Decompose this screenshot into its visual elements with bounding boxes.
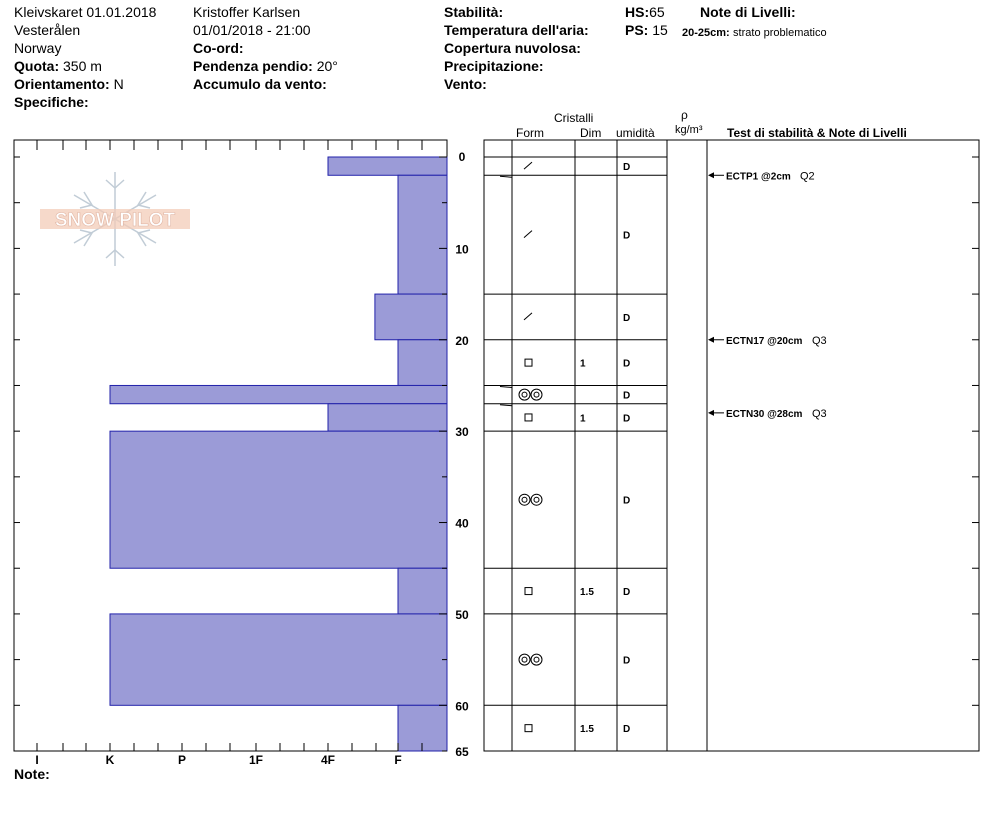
hardness-bar <box>398 568 447 614</box>
ps-value: 15 <box>652 22 668 38</box>
form-header: Form <box>516 126 544 140</box>
test-quality: Q3 <box>812 334 827 347</box>
test-quality: Q2 <box>800 170 815 183</box>
hardness-bar <box>110 385 447 403</box>
test-arrow-icon <box>708 410 714 416</box>
precip-label: Precipitazione: <box>444 58 544 74</box>
crystal-dim: 1 <box>580 413 586 425</box>
crystal-dim: 1.5 <box>580 724 594 736</box>
test-name: ECTN30 @28cm <box>726 408 803 420</box>
humidity-value: D <box>623 587 631 599</box>
hardness-bar <box>375 294 447 340</box>
humidity-value: D <box>623 312 631 324</box>
humidity-value: D <box>623 495 631 507</box>
humidity-value: D <box>623 230 631 242</box>
dim-header: Dim <box>580 126 602 140</box>
crystal-form-square-icon <box>525 414 532 421</box>
wind-label: Vento: <box>444 76 487 92</box>
test-name: ECTP1 @2cm <box>726 171 791 183</box>
crystal-form-ring-inner-icon <box>522 657 527 662</box>
crystal-form-slash-icon <box>524 231 532 238</box>
location-date: Kleivskaret 01.01.2018 <box>14 4 157 20</box>
snowpilot-logo <box>40 172 190 266</box>
depth-label: 0 <box>458 150 466 164</box>
slope-label: Pendenza pendio: <box>193 58 313 74</box>
humidity-value: D <box>623 655 631 667</box>
boundary-connector <box>500 386 512 387</box>
hardness-label: K <box>105 753 115 767</box>
depth-label: 20 <box>455 333 469 348</box>
hs-value: 65 <box>649 4 665 20</box>
cloud-label: Copertura nuvolosa: <box>444 40 581 56</box>
slope-value: 20° <box>316 58 338 74</box>
boundary-connector <box>500 176 512 177</box>
hardness-bar <box>110 614 447 705</box>
layer-note-text: strato problematico <box>733 27 827 39</box>
crystal-form-ring-icon <box>531 494 542 505</box>
hardness-bar <box>110 431 447 568</box>
crystals-header: Cristalli <box>554 111 594 125</box>
logo-text: SNOW PILOT <box>54 210 176 231</box>
hardness-bar <box>398 175 447 294</box>
region: Vesterålen <box>14 22 81 38</box>
humidity-header: umidità <box>616 126 655 140</box>
crystal-form-ring-icon <box>519 654 530 665</box>
crystal-form-ring-inner-icon <box>534 657 539 662</box>
crystal-form-square-icon <box>525 725 532 732</box>
crystal-form-slash-icon <box>524 162 532 169</box>
crystal-form-ring-inner-icon <box>522 497 527 502</box>
depth-label: 40 <box>455 516 469 531</box>
crystal-form-ring-inner-icon <box>522 392 527 397</box>
depth-label: 10 <box>455 242 469 257</box>
stability-label: Stabilità: <box>444 4 504 20</box>
layer-table-frame <box>484 140 979 751</box>
crystal-form-ring-icon <box>519 494 530 505</box>
crystal-form-square-icon <box>525 588 532 595</box>
rho-header: ρ <box>681 108 688 122</box>
crystal-form-ring-icon <box>519 389 530 400</box>
humidity-value: D <box>623 413 631 425</box>
quota-value: 350 m <box>63 58 102 74</box>
orientation-value: N <box>113 76 124 92</box>
depth-label: 60 <box>455 699 469 714</box>
hardness-label: P <box>177 753 187 767</box>
test-arrow-icon <box>708 337 714 343</box>
quota-label: Quota: <box>14 58 60 74</box>
depth-label: 30 <box>455 425 469 440</box>
hardness-label: I <box>35 753 39 767</box>
test-arrow-icon <box>708 172 714 178</box>
crystal-form-ring-icon <box>531 389 542 400</box>
observer: Kristoffer Karlsen <box>193 4 301 20</box>
crystal-dim: 1 <box>580 358 586 370</box>
depth-label: 50 <box>455 607 469 622</box>
hardness-bar <box>328 157 447 175</box>
hardness-label: F <box>394 753 402 767</box>
crystal-form-ring-inner-icon <box>534 392 539 397</box>
hardness-label: 1F <box>248 753 264 767</box>
specifics-label: Specifiche: <box>14 94 89 110</box>
country: Norway <box>14 40 62 56</box>
humidity-value: D <box>623 724 631 736</box>
humidity-value: D <box>623 390 631 402</box>
wind-loading-label: Accumulo da vento: <box>193 76 327 92</box>
crystal-form-ring-inner-icon <box>534 497 539 502</box>
crystal-dim: 1.5 <box>580 587 594 599</box>
crystal-form-square-icon <box>525 359 532 366</box>
crystal-form-slash-icon <box>524 313 532 320</box>
layer-notes-label: Note di Livelli: <box>700 4 796 20</box>
datetime: 01/01/2018 - 21:00 <box>193 22 311 38</box>
test-name: ECTN17 @20cm <box>726 335 803 347</box>
crystal-form-ring-icon <box>531 654 542 665</box>
humidity-value: D <box>623 162 631 174</box>
hardness-label: 4F <box>320 753 336 767</box>
orientation-label: Orientamento: <box>14 76 110 92</box>
air-temp-label: Temperatura dell'aria: <box>444 22 589 38</box>
humidity-value: D <box>623 358 631 370</box>
tests-header: Test di stabilità & Note di Livelli <box>727 126 907 140</box>
test-quality: Q3 <box>812 407 827 420</box>
hardness-bar <box>398 340 447 386</box>
depth-label: 65 <box>455 745 469 759</box>
layer-note-range: 20-25cm: <box>682 27 730 39</box>
hardness-bar <box>328 404 447 431</box>
notes-label: Note: <box>14 766 50 782</box>
hs-label: HS: <box>625 4 650 20</box>
boundary-connector <box>500 405 512 406</box>
coord-label: Co-ord: <box>193 40 244 56</box>
ps-label: PS: <box>625 22 649 38</box>
density-unit-header: kg/m³ <box>675 124 703 136</box>
